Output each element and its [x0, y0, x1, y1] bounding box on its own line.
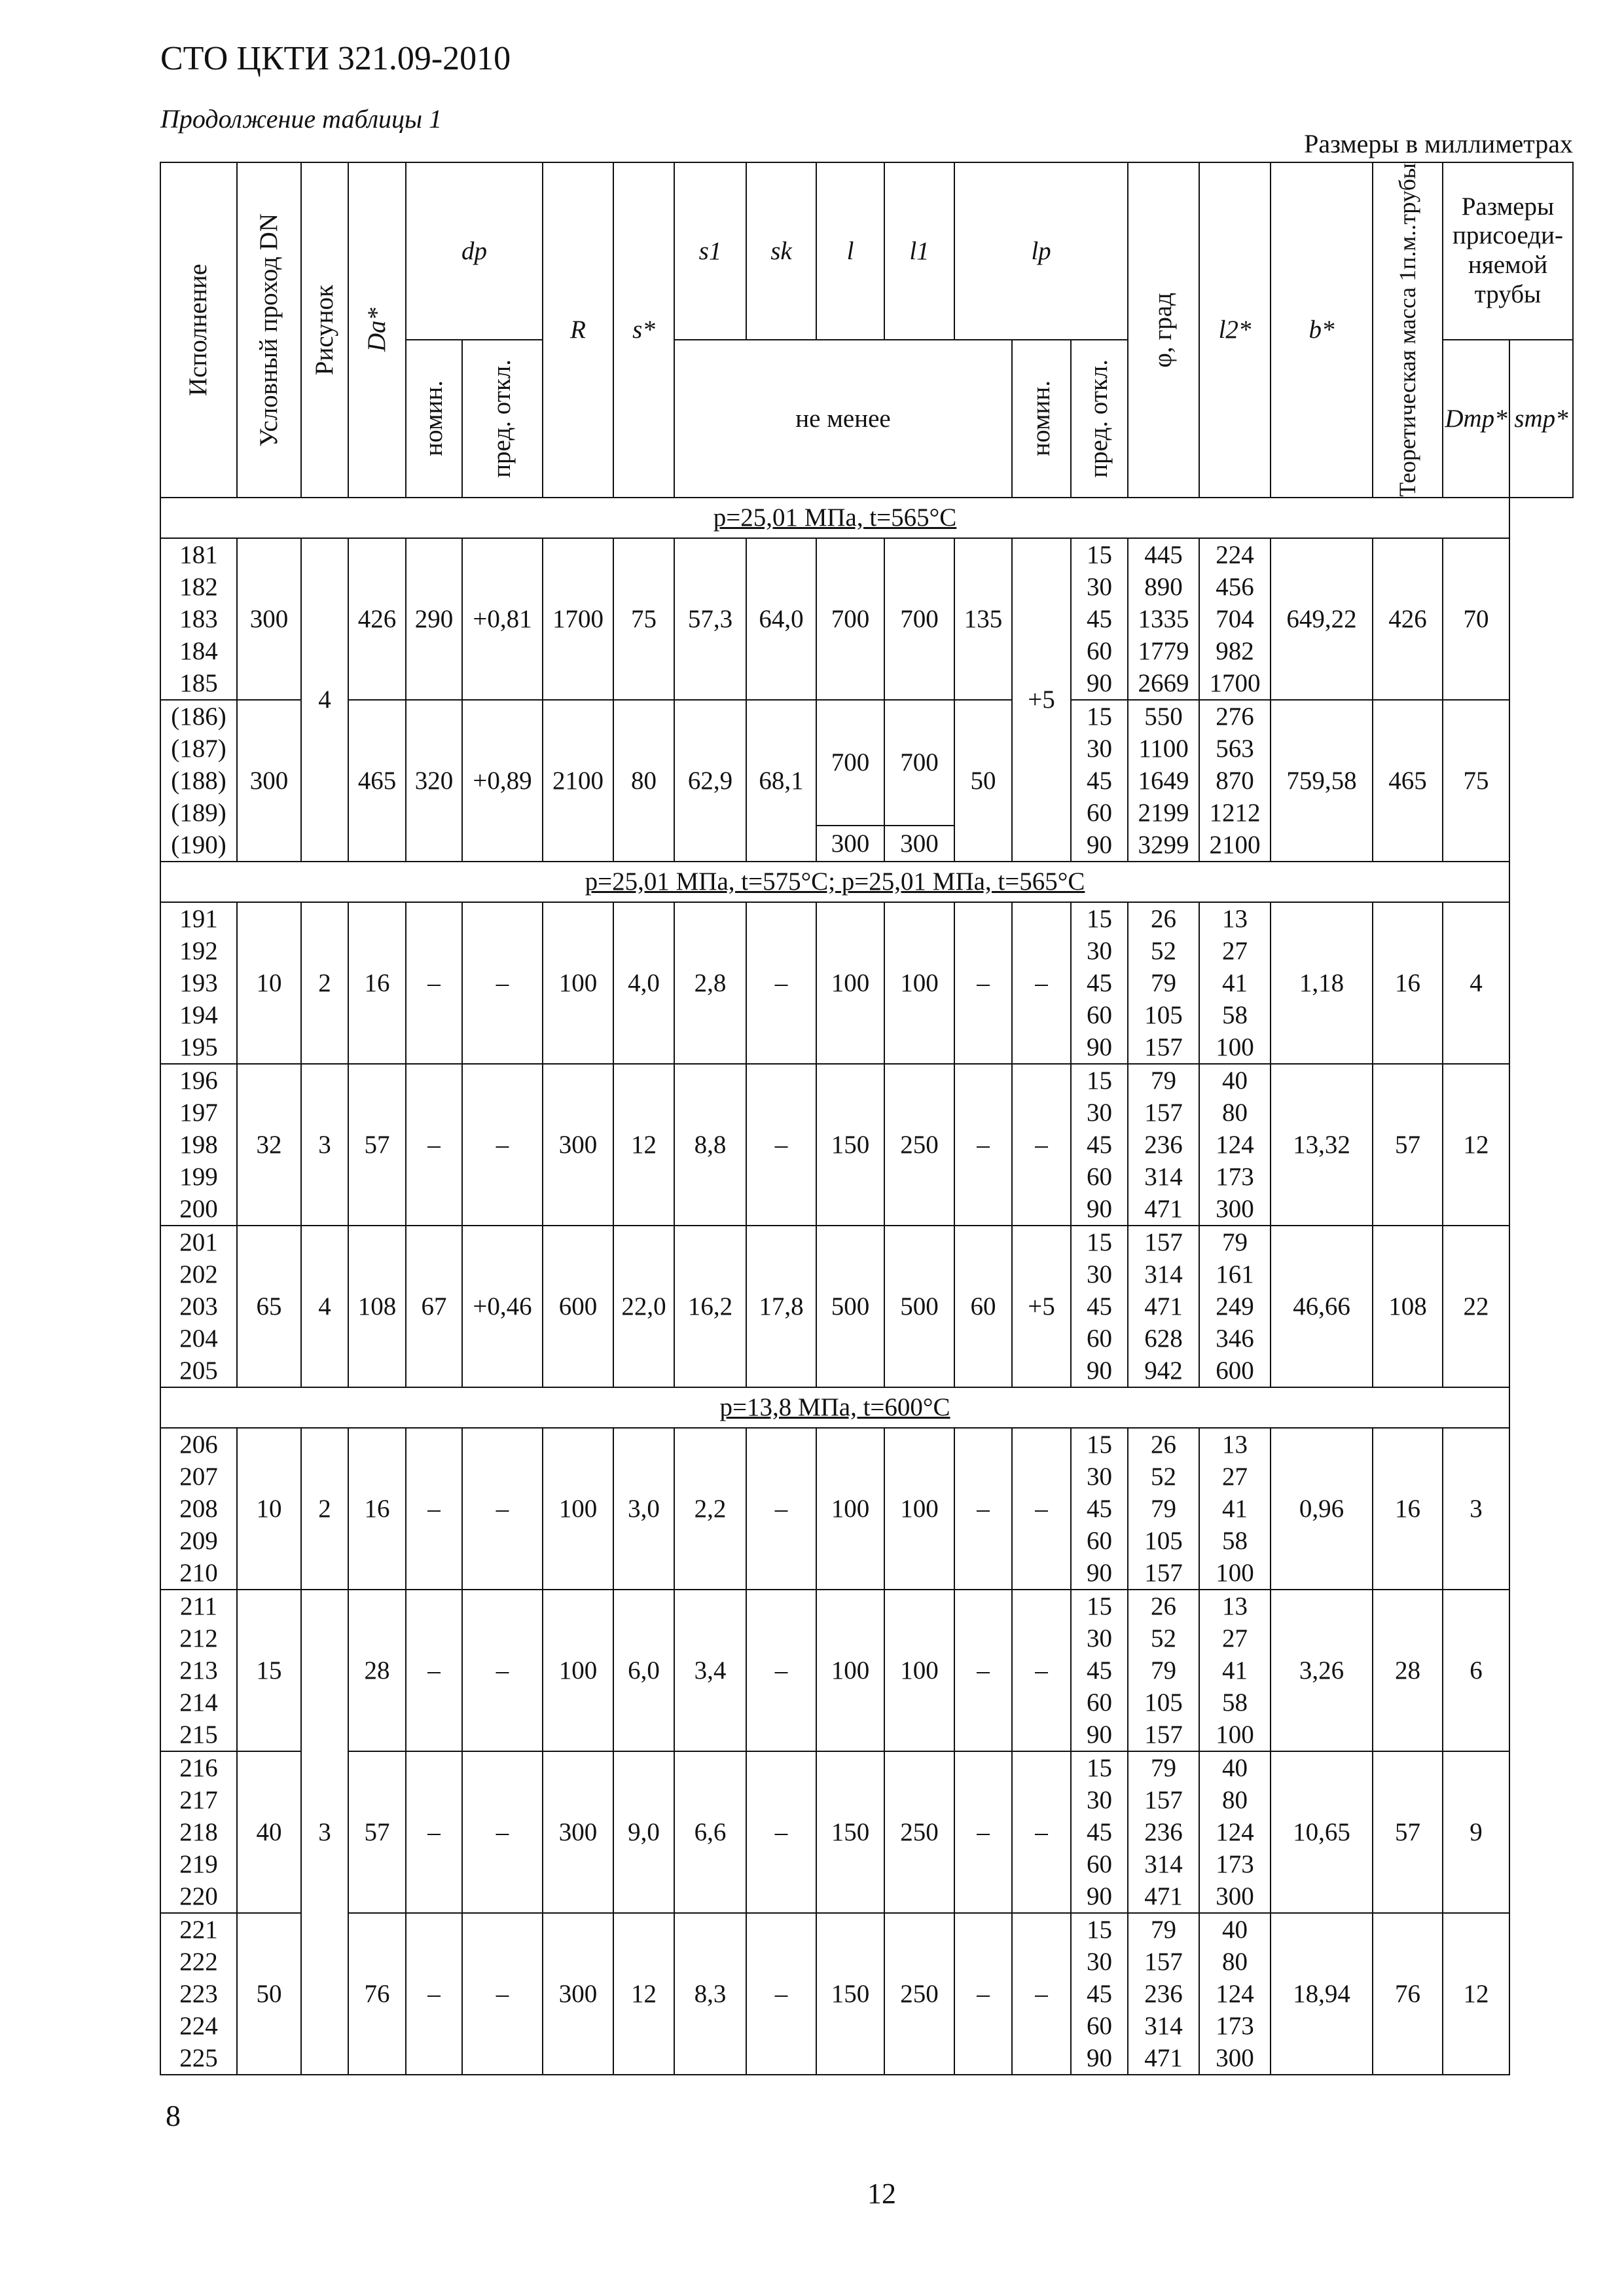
document-code: СТО ЦКТИ 321.09-2010 [160, 40, 511, 77]
header-l1: l1 [884, 162, 954, 340]
figure-number: 4 [301, 538, 348, 862]
section-heading: р=25,01 МПа, t=565°С [160, 498, 1509, 538]
table-continuation-caption: Продолжение таблицы 1 [160, 104, 442, 134]
header-phi: φ, град [1128, 162, 1199, 498]
header-l: l [816, 162, 884, 340]
header-risunok: Рисунок [301, 162, 348, 498]
header-ne-menee: не менее [674, 340, 1012, 498]
header-lp: lp [954, 162, 1128, 340]
table-row: 211 212 213 214 215 15 3 28 – – 100 6,0 3,4 – 100 100 – – 15 30 45 60 90 26 52 79 105 157 13 27 41 58 100 3,26 28 6 [160, 1590, 1573, 1751]
header-dp-nom: номин. [406, 340, 462, 498]
header-dtr: Dтр* [1443, 340, 1509, 498]
header-dn: Условный проход DN [237, 162, 301, 498]
header-s1: s1 [674, 162, 746, 340]
dimensions-table [160, 162, 1574, 2075]
header-r: R [543, 162, 613, 498]
header-dp-pred: пред. откл. [462, 340, 543, 498]
header-da: Da* [348, 162, 406, 498]
table-row: 206 207 208 209 210 10 2 16 – – 100 3,0 2,2 – 100 100 – – 15 30 45 60 90 26 52 79 105 157 13 27 41 58 100 0,96 16 3 [160, 1428, 1573, 1590]
header-l2: l2* [1199, 162, 1271, 498]
header-dp: dp [406, 162, 543, 340]
table-row: 216 217 218 219 220 40 57 – – 300 9,0 6,6 – 150 250 – – 15 30 45 60 90 79 157 236 314 471 40 80 124 173 300 10,65 57 9 [160, 1751, 1573, 1913]
header-lp-nom: номин. [1012, 340, 1071, 498]
table-row: 221 222 223 224 225 50 76 – – 300 12 8,3 – 150 250 – – 15 30 45 60 90 79 157 236 314 471 40 80 124 173 300 18,94 76 12 [160, 1913, 1573, 2075]
table-row: 196 197 198 199 200 32 3 57 – – 300 12 8,8 – 150 250 – – 15 30 45 60 90 79 157 236 314 471 40 80 124 173 300 13,32 57 12 [160, 1064, 1573, 1226]
header-str: sтр* [1509, 340, 1573, 498]
page-number-left: 8 [166, 2099, 181, 2132]
section-heading: р=25,01 МПа, t=575°С; р=25,01 МПа, t=565°С [160, 862, 1509, 902]
header-ispolnenie: Исполнение [160, 162, 237, 498]
table-row: 201 202 203 204 205 65 4 108 67 +0,46 600 22,0 16,2 17,8 500 500 60 +5 15 30 45 60 90 157 314 471 628 942 79 161 249 346 600 46,66 108 22 [160, 1226, 1573, 1387]
table-row: 181 182 183 184 185 300 4 426 290 +0,81 1700 75 57,3 64,0 700 700 135 +5 15 30 45 60 90 445 890 1335 1779 2669 224 456 704 982 1700 649,22 426 70 [160, 538, 1573, 700]
header-lp-pred: пред. откл. [1071, 340, 1128, 498]
section-heading: р=13,8 МПа, t=600°С [160, 1387, 1509, 1428]
header-sk: sk [746, 162, 816, 340]
header-s: s* [613, 162, 674, 498]
table-row: (186) (187) (188) (189) (190) 300 465 320 +0,89 2100 80 62,9 68,1 700 300 700 300 50 15 30 45 60 90 550 1100 1649 2199 3299 276 563 870 1212 2100 759,58 465 75 [160, 700, 1573, 862]
page-number-center: 12 [867, 2178, 896, 2210]
units-note: Размеры в миллиметрах [1304, 129, 1573, 158]
header-mass: Теоретическая масса 1п.м..трубы [1373, 162, 1443, 498]
header-b: b* [1271, 162, 1373, 498]
table-row: 191 192 193 194 195 10 2 16 – – 100 4,0 2,8 – 100 100 – – 15 30 45 60 90 26 52 79 105 157 13 27 41 58 100 1,18 16 4 [160, 902, 1573, 1064]
figure-number: 3 [301, 1590, 348, 2075]
header-pipe-size: Размеры присоеди-няемой трубы [1443, 162, 1573, 340]
